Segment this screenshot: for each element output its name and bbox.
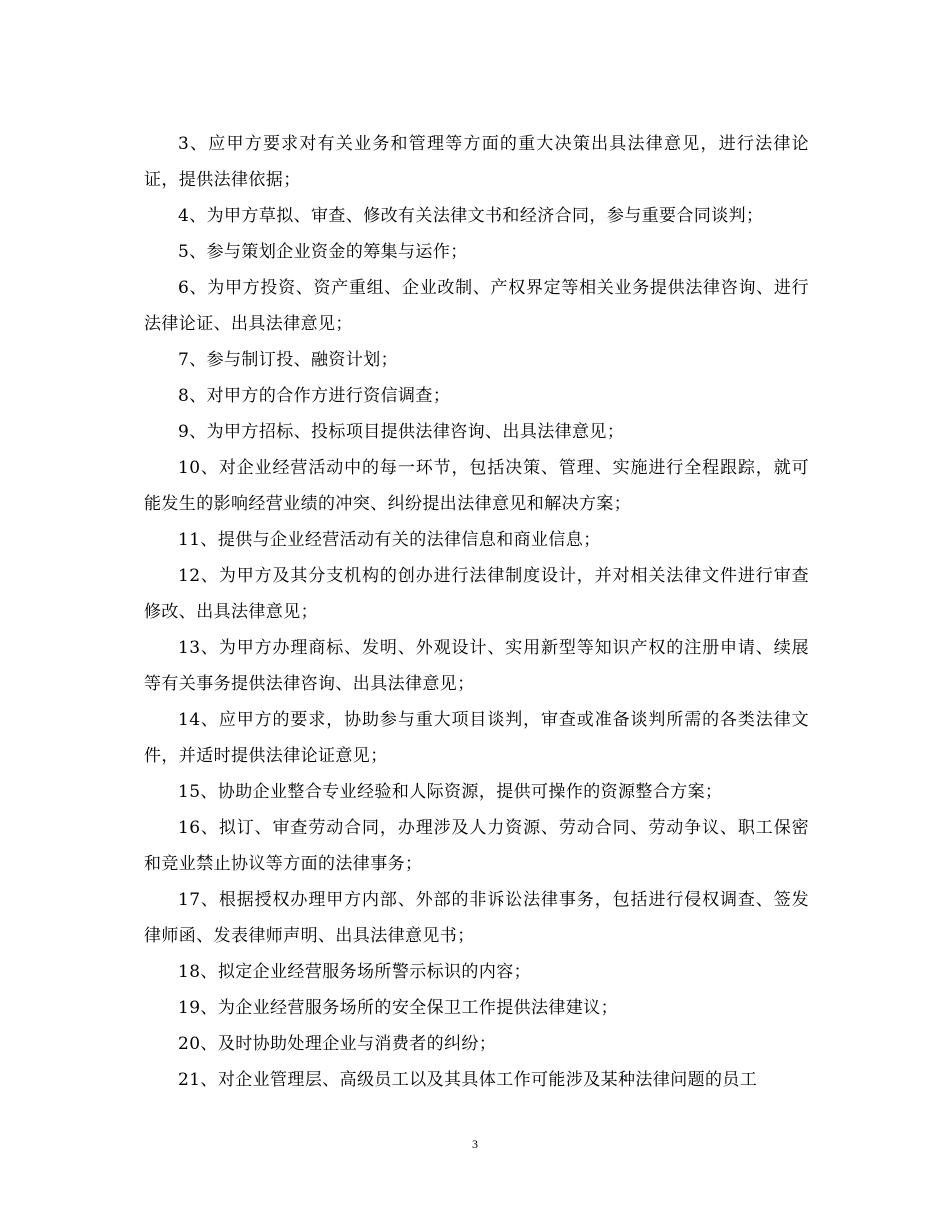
paragraph-item-4: 4、为甲方草拟、审查、修改有关法律文书和经济合同，参与重要合同谈判；: [178, 206, 764, 226]
paragraph-item-20: 20、及时协助处理企业与消费者的纠纷；: [178, 1034, 497, 1054]
paragraph-item-13: 13、为甲方办理商标、发明、外观设计、实用新型等知识产权的注册申请、续展等有关事务提供法律咨询、出具法律意见；: [144, 638, 809, 694]
paragraph-item-16: 16、拟订、审查劳动合同，办理涉及人力资源、劳动合同、劳动争议、职工保密和竞业禁止协议等方面的法律事务；: [144, 818, 809, 874]
paragraph-item-14: 14、应甲方的要求，协助参与重大项目谈判，审查或准备谈判所需的各类法律文件，并适时提供法律论证意见；: [144, 710, 809, 766]
paragraph-item-8: 8、对甲方的合作方进行资信调查；: [178, 386, 451, 406]
paragraph-item-11: 11、提供与企业经营活动有关的法律信息和商业信息；: [178, 530, 601, 550]
paragraph-item-9: 9、为甲方招标、投标项目提供法律咨询、出具法律意见；: [178, 422, 625, 442]
paragraph-item-17: 17、根据授权办理甲方内部、外部的非诉讼法律事务，包括进行侵权调查、签发律师函、发表律师声明、出具法律意见书；: [144, 890, 809, 946]
paragraph-item-5: 5、参与策划企业资金的筹集与运作；: [178, 242, 468, 262]
paragraph-item-6: 6、为甲方投资、资产重组、企业改制、产权界定等相关业务提供法律咨询、进行法律论证、出具法律意见；: [144, 278, 809, 334]
paragraph-item-7: 7、参与制订投、融资计划；: [178, 350, 399, 370]
paragraph-item-15: 15、协助企业整合专业经验和人际资源，提供可操作的资源整合方案；: [178, 782, 723, 802]
page-number: 3: [472, 1137, 478, 1151]
paragraph-item-19: 19、为企业经营服务场所的安全保卫工作提供法律建议；: [178, 998, 619, 1018]
paragraph-item-3: 3、应甲方要求对有关业务和管理等方面的重大决策出具法律意见，进行法律论证，提供法律依据；: [144, 134, 809, 190]
paragraph-item-10: 10、对企业经营活动中的每一环节，包括决策、管理、实施进行全程跟踪，就可能发生的影响经营业绩的冲突、纠纷提出法律意见和解决方案；: [144, 458, 809, 514]
paragraph-item-12: 12、为甲方及其分支机构的创办进行法律制度设计，并对相关法律文件进行审查修改、出具法律意见；: [144, 566, 809, 622]
document-body: [144, 126, 809, 1098]
paragraph-item-21: 21、对企业管理层、高级员工以及其具体工作可能涉及某种法律问题的员工: [178, 1070, 758, 1090]
paragraph-item-18: 18、拟定企业经营服务场所警示标识的内容；: [178, 962, 532, 982]
